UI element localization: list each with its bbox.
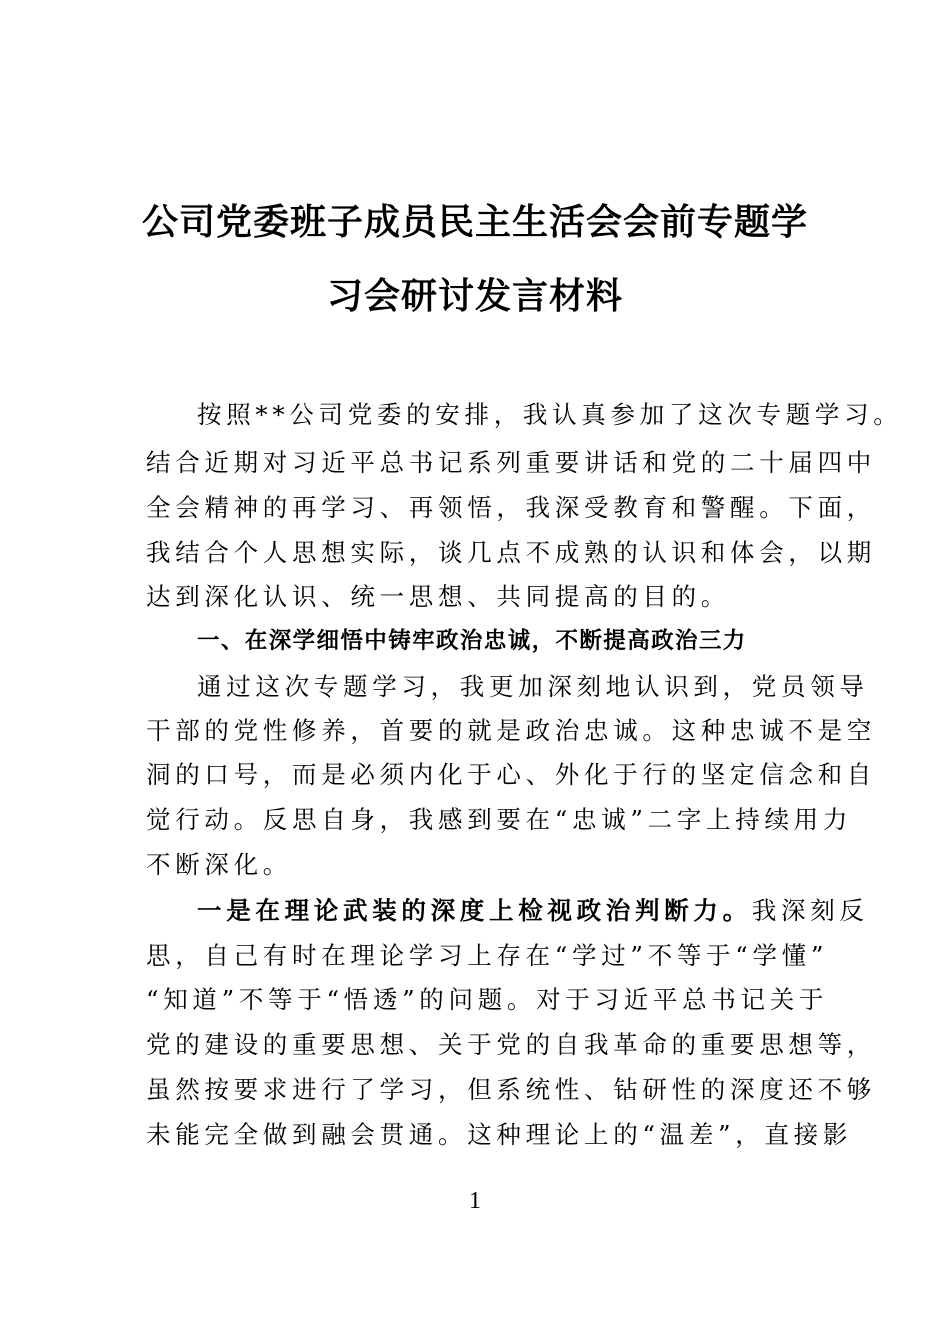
section-1-line-1: 通过这次专题学习，我更加深刻地认识到，党员领导 <box>197 672 869 701</box>
intro-line-5: 达到深化认识、统一思想、共同提高的目的。 <box>146 582 730 611</box>
section-1-line-5: 不断深化。 <box>146 850 292 879</box>
point-1-rest: 我深刻反 <box>751 896 869 925</box>
point-1-line-5: 虽然按要求进行了学习，但系统性、钻研性的深度还不够 <box>146 1075 876 1104</box>
point-1-line-2: 思，自己有时在理论学习上存在“学过”不等于“学懂” <box>146 941 829 970</box>
intro-line-4: 我结合个人思想实际，谈几点不成熟的认识和体会，以期 <box>146 538 876 567</box>
page-number: 1 <box>469 1188 481 1214</box>
section-1-line-2: 干部的党性修养，首要的就是政治忠诚。这种忠诚不是空 <box>146 716 876 745</box>
point-1-line-3: “知道”不等于“悟透”的问题。对于习近平总书记关于 <box>146 985 829 1014</box>
point-1-line-4: 党的建设的重要思想、关于党的自我革命的重要思想等， <box>146 1030 876 1059</box>
document-title-line-2: 习会研讨发言材料 <box>326 275 623 317</box>
document-title-line-1: 公司党委班子成员民主生活会会前专题学 <box>141 201 808 243</box>
point-1-line-1 <box>197 896 869 926</box>
point-1-bold-lead: 一是在理论武装的深度上检视政治判断力。 <box>197 896 752 925</box>
section-1-line-4: 觉行动。反思自身，我感到要在“忠诚”二字上持续用力 <box>146 805 853 834</box>
intro-line-1: 按照**公司党委的安排，我认真参加了这次专题学习。 <box>197 400 903 429</box>
point-1-line-6: 未能完全做到融会贯通。这种理论上的“温差”，直接影 <box>146 1120 853 1149</box>
intro-line-2: 结合近期对习近平总书记系列重要讲话和党的二十届四中 <box>146 448 876 477</box>
section-1-heading: 一、在深学细悟中铸牢政治忠诚，不断提高政治三力 <box>197 628 747 654</box>
intro-line-3: 全会精神的再学习、再领悟，我深受教育和警醒。下面， <box>146 493 876 522</box>
section-1-line-3: 洞的口号，而是必须内化于心、外化于行的坚定信念和自 <box>146 760 876 789</box>
